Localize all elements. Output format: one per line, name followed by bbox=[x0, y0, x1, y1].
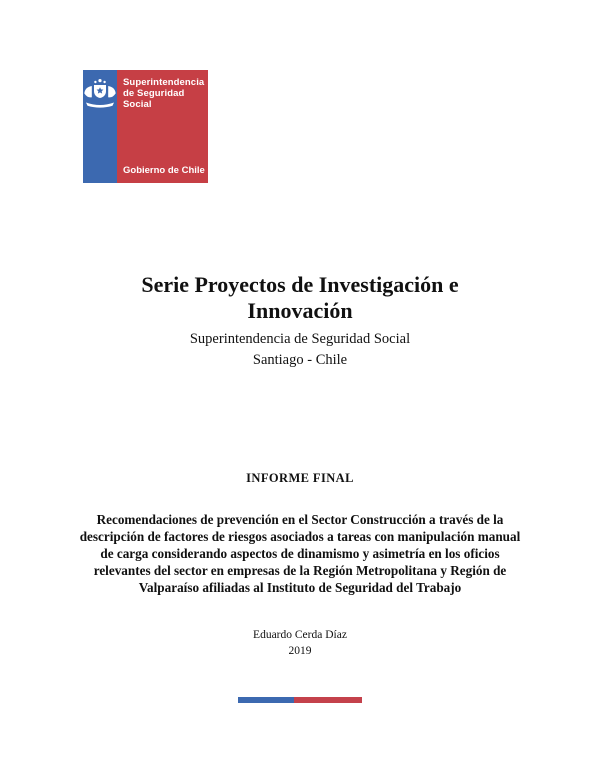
series-title-line1: Serie Proyectos de Investigación e bbox=[141, 272, 459, 297]
org-logo bbox=[83, 70, 203, 183]
chile-coat-of-arms-icon bbox=[83, 78, 117, 108]
flag-bar-red-segment bbox=[294, 697, 362, 703]
logo-blue-panel bbox=[83, 70, 117, 183]
author-block bbox=[0, 627, 600, 659]
flag-bar-blue-segment bbox=[238, 697, 294, 703]
logo-org-line2: de Seguridad bbox=[123, 88, 185, 99]
logo-org-name bbox=[123, 77, 204, 110]
logo-government-label: Gobierno de Chile bbox=[123, 165, 205, 176]
logo-org-line3: Social bbox=[123, 99, 152, 110]
footer-flag-bar bbox=[238, 697, 362, 703]
org-subtitle: Superintendencia de Seguridad Social bbox=[189, 331, 411, 347]
logo-org-line1: Superintendencia bbox=[123, 77, 205, 88]
location-line: Santiago - Chile bbox=[252, 352, 348, 368]
report-stage-label: INFORME FINAL bbox=[246, 471, 354, 485]
series-title bbox=[0, 272, 600, 324]
logo-red-panel bbox=[117, 70, 208, 183]
series-title-line2: Innovación bbox=[247, 298, 353, 323]
cover-subtitle bbox=[0, 329, 600, 371]
publication-year: 2019 bbox=[288, 645, 312, 657]
author-name: Eduardo Cerda Díaz bbox=[253, 629, 347, 641]
report-title: Recomendaciones de prevención en el Sector Construcción a través de la descripción de factores de riesgos asociados a tareas con manipulación manual de carga considerando aspectos de dinamismo y asimetría en los oficios relevantes del sector en empresas de la Región Metropolitana y Región de Valparaíso afiliadas al Instituto de Seguridad del Trabajo bbox=[79, 512, 521, 595]
